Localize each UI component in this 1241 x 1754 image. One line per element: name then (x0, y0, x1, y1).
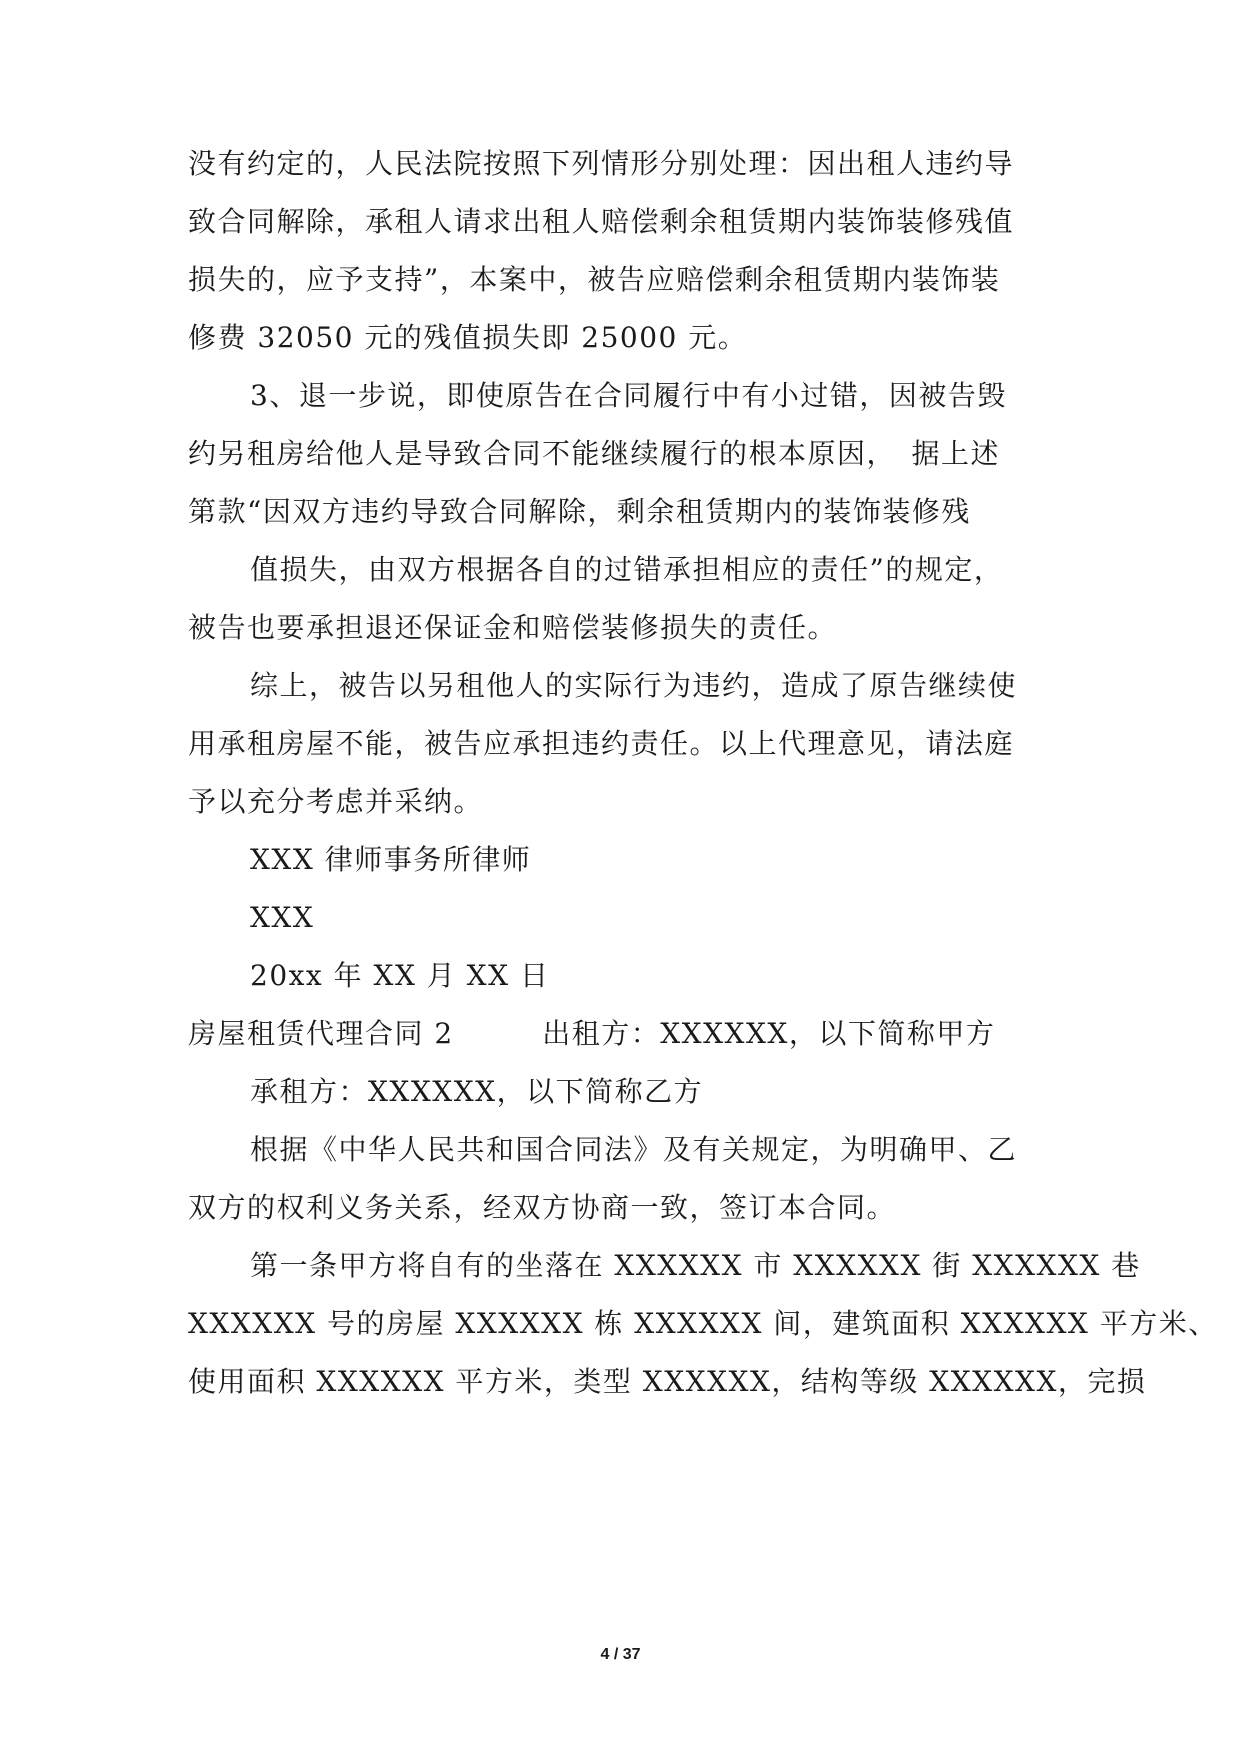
text-line: 值损失，由双方根据各自的过错承担相应的责任”的规定， (250, 553, 1004, 586)
signature-date: 20xx 年 XX 月 XX 日 (250, 959, 550, 992)
text-line: 没有约定的，人民法院按照下列情形分别处理：因出租人违约导 (188, 147, 1015, 180)
text-line: 第款“因双方违约导致合同解除，剩余租赁期内的装饰装修残 (188, 495, 971, 528)
text-line: 修费 32050 元的残值损失即 25000 元。 (188, 321, 748, 354)
contract-heading: 房屋租赁代理合同 2 出租方：XXXXXX，以下简称甲方 (188, 1017, 996, 1050)
text-line: 承租方：XXXXXX，以下简称乙方 (250, 1075, 704, 1108)
text-line: 被告也要承担退还保证金和赔偿装修损失的责任。 (188, 611, 838, 644)
signature-firm: XXX 律师事务所律师 (250, 843, 532, 876)
text-line: 根据《中华人民共和国合同法》及有关规定，为明确甲、乙 (250, 1133, 1018, 1166)
text-line: 3、退一步说，即使原告在合同履行中有小过错，因被告毁 (250, 379, 1007, 412)
page-number: 4 / 37 (600, 1646, 641, 1663)
text-line: 予以充分考虑并采纳。 (188, 785, 484, 818)
text-line: 综上，被告以另租他人的实际行为违约，造成了原告继续使 (250, 669, 1018, 702)
text-line: 约另租房给他人是导致合同不能继续履行的根本原因， 据上述 (188, 437, 1001, 470)
text-line: 双方的权利义务关系，经双方协商一致，签订本合同。 (188, 1191, 897, 1224)
text-line: 用承租房屋不能，被告应承担违约责任。以上代理意见，请法庭 (188, 727, 1015, 760)
text-line: 第一条甲方将自有的坐落在 XXXXXX 市 XXXXXX 街 XXXXXX 巷 (250, 1249, 1141, 1282)
signature-name: XXX (250, 901, 315, 934)
text-line: 致合同解除，承租人请求出租人赔偿剩余租赁期内装饰装修残值 (188, 205, 1015, 238)
text-line: XXXXXX 号的房屋 XXXXXX 栋 XXXXXX 间，建筑面积 XXXXXX 平方米、 (188, 1307, 1218, 1340)
text-line: 使用面积 XXXXXX 平方米，类型 XXXXXX，结构等级 XXXXXX，完损 (188, 1365, 1147, 1398)
text-line: 损失的，应予支持”，本案中，被告应赔偿剩余租赁期内装饰装 (188, 263, 1001, 296)
